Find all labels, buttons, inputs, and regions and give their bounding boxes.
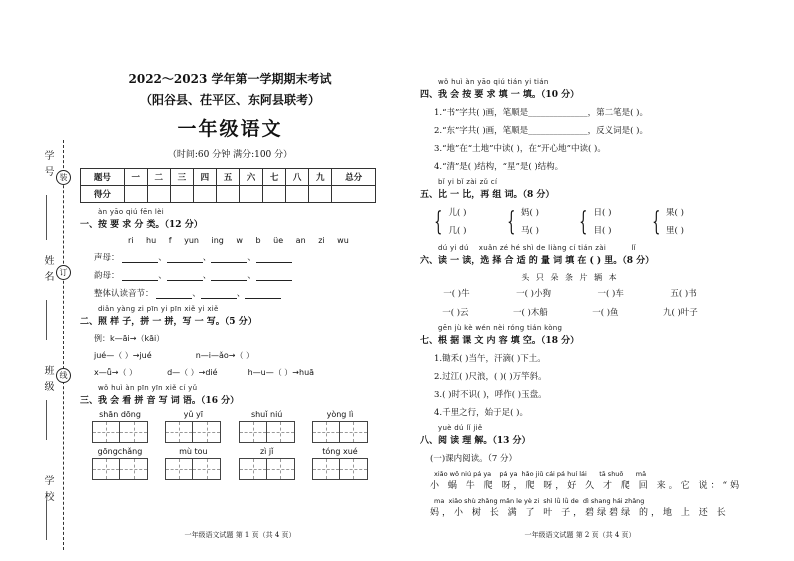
label-name: 姓名 [42, 255, 53, 287]
q2-row-1 [80, 350, 380, 361]
q3-row-1 [80, 410, 380, 443]
q7-item-4[interactable]: 4.千里之行，始于足( )。 [434, 408, 528, 418]
q6-heading: 六、读 一 读，选 择 合 适 的 量 词 填 在 ( ) 里。（8 分） [420, 256, 655, 266]
exam-meta: （时间:60 分钟 满分:100 分） [167, 150, 293, 160]
score-cell[interactable] [147, 186, 170, 203]
pair-item[interactable]: 目( ) [593, 226, 612, 236]
word-pinyin: tóng xué [322, 447, 358, 456]
score-header-cell: 三 [170, 169, 193, 186]
q2-item-e[interactable]: h—u—（ ）→huā [247, 368, 315, 377]
q1-whole-syllables-line: 整体认读音节： 、 、 [80, 287, 380, 299]
q8-heading: 八、阅 读 理 解。（13 分） [420, 436, 531, 446]
word-pinyin: shuǐ niú [250, 410, 283, 419]
q2-item-a[interactable]: jué—（ ）→jué [94, 351, 152, 360]
compare-pair: { 儿( ) 几( ) [430, 204, 503, 240]
q1-pinyin: àn yāo qiú fēn lèi [98, 208, 164, 216]
q2-item-b[interactable]: n—i—ǎo→（ ） [195, 351, 255, 360]
score-cell[interactable] [263, 186, 286, 203]
compare-pair: { 日( ) 目( ) [575, 204, 648, 240]
word-box [90, 447, 150, 480]
q7-heading: 七、根 据 课 文 内 容 填 空。（18 分） [420, 336, 580, 346]
q6-row-2 [420, 306, 720, 318]
word-box [90, 410, 150, 443]
score-cell[interactable] [216, 186, 239, 203]
answer-blank[interactable] [167, 272, 203, 281]
word-box [237, 410, 297, 443]
q2-example: 例：k—āi→（kāi） [94, 334, 165, 343]
q3-heading: 三、我 会 看 拼 音 写 词 语。（16 分） [80, 396, 240, 406]
score-cell[interactable] [332, 186, 376, 203]
answer-blank[interactable] [167, 254, 203, 263]
passage-pinyin-2: ma xiǎo shù zhǎng mǎn le yè zi shì lǜ lǜ de dì shang hái zhǎng [434, 497, 645, 505]
answer-blank[interactable] [256, 254, 292, 263]
q5-pairs [420, 204, 720, 240]
score-header-cell: 九 [309, 169, 332, 186]
word-box [310, 410, 370, 443]
exam-subtitle: （阳谷县、茌平区、东阿县联考） [139, 93, 320, 107]
tianzige[interactable] [163, 458, 223, 480]
q6-item[interactable]: 一( )小狗 [516, 289, 551, 299]
binding-circle-1: 装 [56, 170, 71, 185]
word-box [310, 447, 370, 480]
q2-row-2 [80, 367, 380, 378]
exam-title: 2022～2023 学年第一学期期末考试 [128, 72, 332, 86]
q6-row-1 [420, 287, 720, 299]
word-pinyin: shān dōng [99, 410, 141, 419]
passage-line-2: 妈，小 树 长 满 了 叶 子，碧绿碧绿 的，地 上 还 长 [430, 508, 729, 518]
word-pinyin: yǔ yī [183, 410, 203, 419]
q4-heading: 四、我 会 按 要 求 填 一 填。（10 分） [420, 90, 580, 100]
q8-pinyin: yuè dú lǐ jiě [438, 424, 483, 432]
page-2 [420, 78, 743, 518]
word-box [163, 447, 223, 480]
score-table [80, 168, 376, 203]
pair-item[interactable]: 果( ) [666, 208, 684, 218]
q8-subheading: (一)课内阅读。（7 分） [430, 454, 517, 464]
compare-pair: { 妈( ) 马( ) [503, 204, 576, 240]
word-pinyin: yòng lì [326, 410, 354, 419]
q6-item[interactable]: 一( )木船 [512, 308, 548, 318]
tianzige[interactable] [310, 458, 370, 480]
pair-item[interactable]: 马( ) [521, 226, 539, 236]
q2-pinyin: diǎn yàng zi pīn yi pīn xiě yi xiě [98, 305, 219, 313]
score-header-cell: 五 [216, 169, 239, 186]
binding-margin [0, 0, 80, 561]
school-blank [46, 500, 47, 540]
answer-blank[interactable] [122, 254, 158, 263]
pair-item[interactable]: 里( ) [666, 226, 684, 236]
answer-blank[interactable] [211, 272, 247, 281]
q7-item-2[interactable]: 2.过江( )尺浪，( )( )万竿斜。 [434, 372, 547, 382]
answer-blank[interactable] [211, 254, 247, 263]
class-blank [46, 400, 47, 440]
tianzige[interactable] [310, 421, 370, 443]
q7-pinyin: gēn jù kè wén nèi róng tián kòng [438, 324, 563, 332]
q1-initials-label: 声母： [94, 253, 120, 263]
q5-pinyin: bǐ yi bǐ zài zǔ cí [438, 178, 498, 186]
q1-finals-line: 韵母： 、 、 、 [80, 269, 380, 281]
binding-dashed-line [63, 140, 64, 550]
q2-item-c[interactable]: x—ǖ→（ ） [94, 368, 138, 377]
score-header-cell: 八 [286, 169, 309, 186]
score-header-cell: 总分 [332, 169, 376, 186]
score-row-label: 得分 [81, 186, 125, 203]
pair-item[interactable]: 日( ) [593, 208, 612, 218]
answer-blank[interactable] [245, 290, 281, 299]
q1-finals-label: 韵母： [94, 271, 120, 281]
tianzige[interactable] [163, 421, 223, 443]
label-class: 班级 [42, 365, 53, 397]
q5-heading: 五、比 一 比，再 组 词。（8 分） [420, 190, 555, 200]
score-cell[interactable] [193, 186, 216, 203]
q3-pinyin: wǒ huì àn pīn yīn xiě cí yǔ [98, 384, 198, 392]
q6-item[interactable]: 一( )牛 [443, 289, 470, 299]
q6-pinyin: dú yi dú xuǎn zé hé shì de liàng cí tián zài lǐ [438, 244, 636, 252]
q1-initials-line: 声母： 、 、 、 [80, 251, 380, 263]
tianzige[interactable] [90, 458, 150, 480]
subject-title: 一年级语文 [177, 118, 283, 140]
q6-item[interactable]: 一( )鱼 [592, 308, 619, 318]
passage-line-1: 小 蜗 牛 爬 呀，爬 呀，好 久 才 爬 回 来。它 说：“妈 [430, 481, 743, 491]
score-header-cell: 六 [239, 169, 262, 186]
q1-heading: 一、按 要 求 分 类。（12 分） [80, 220, 203, 230]
score-cell[interactable] [170, 186, 193, 203]
answer-blank[interactable] [156, 290, 192, 299]
word-box [237, 447, 297, 480]
page-2-footer: 一年级语文试题 第 2 页（共 4 页） [524, 531, 636, 539]
q7-item-1[interactable]: 1.锄禾( )当午，汗滴( )下土。 [434, 354, 546, 364]
label-school: 学校 [42, 475, 53, 507]
pair-item[interactable]: 儿( ) [448, 208, 467, 218]
q2-heading: 二、照 样 子，拼 一 拼，写 一 写。（5 分） [80, 317, 257, 327]
q4-item-3[interactable]: 3.“地”在“土地”中读( )，在“开心地”中读( )。 [434, 144, 606, 154]
passage-pinyin-1: xiǎo wō niú pá ya pá ya hǎo jiǔ cái pá huí lái tā shuō mā [434, 470, 647, 478]
score-header-cell: 四 [193, 169, 216, 186]
answer-blank[interactable] [201, 290, 237, 299]
answer-blank[interactable] [256, 272, 292, 281]
page-1-footer: 一年级语文试题 第 1 页（共 4 页） [184, 531, 296, 539]
q4-item-1[interactable]: 1.“书”字共( )画，笔顺是______________，第二笔是( )。 [434, 108, 648, 118]
name-blank [46, 300, 47, 340]
answer-blank[interactable] [122, 272, 158, 281]
q4-item-2[interactable]: 2.“东”字共( )画，笔顺是______________，反义词是( )。 [434, 126, 648, 136]
score-header-cell: 题号 [81, 169, 125, 186]
score-value-row [81, 186, 376, 203]
pair-item[interactable]: 几( ) [448, 226, 467, 236]
q4-pinyin: wǒ huì àn yāo qiú tián yi tián [438, 78, 549, 86]
q6-item[interactable]: 五( )书 [670, 289, 697, 299]
q3-row-2 [80, 447, 380, 480]
q7-item-3[interactable]: 3.( )时不识( )，呼作( )玉盘。 [434, 390, 547, 400]
word-pinyin: zì jǐ [259, 447, 274, 456]
q4-item-4[interactable]: 4.“清”是( )结构，“星”是( )结构。 [434, 162, 564, 172]
q1-whole-label: 整体认读音节： [94, 289, 154, 299]
tianzige[interactable] [237, 421, 297, 443]
word-box [163, 410, 223, 443]
score-header-cell: 一 [124, 169, 147, 186]
q6-item[interactable]: 一( )车 [597, 289, 624, 299]
student-id-blank [46, 195, 47, 240]
score-header-cell: 二 [147, 169, 170, 186]
label-student-id: 学号 [42, 150, 53, 182]
word-pinyin: gōngchǎng [97, 447, 143, 456]
score-cell[interactable] [309, 186, 332, 203]
score-cell[interactable] [124, 186, 147, 203]
q6-item[interactable]: 九( )叶子 [662, 308, 698, 318]
q6-word-bank: 头 只 朵 条 片 辆 本 [521, 273, 619, 282]
compare-pair: { 果( ) 里( ) [648, 204, 721, 240]
q1-sounds: ri hu f yun ing w b üe an zi wu [128, 236, 349, 245]
q2-item-d[interactable]: d—（ ）→dié [167, 368, 218, 377]
binding-circle-3: 线 [56, 368, 71, 383]
page-1 [80, 70, 380, 480]
word-pinyin: mù tou [179, 447, 208, 456]
tianzige[interactable] [90, 421, 150, 443]
score-header-cell: 七 [263, 169, 286, 186]
score-cell[interactable] [239, 186, 262, 203]
binding-circle-2: 订 [56, 265, 71, 280]
score-header-row [81, 169, 376, 186]
q6-item[interactable]: 一( )云 [442, 308, 469, 318]
score-cell[interactable] [286, 186, 309, 203]
tianzige[interactable] [237, 458, 297, 480]
pair-item[interactable]: 妈( ) [521, 208, 539, 218]
